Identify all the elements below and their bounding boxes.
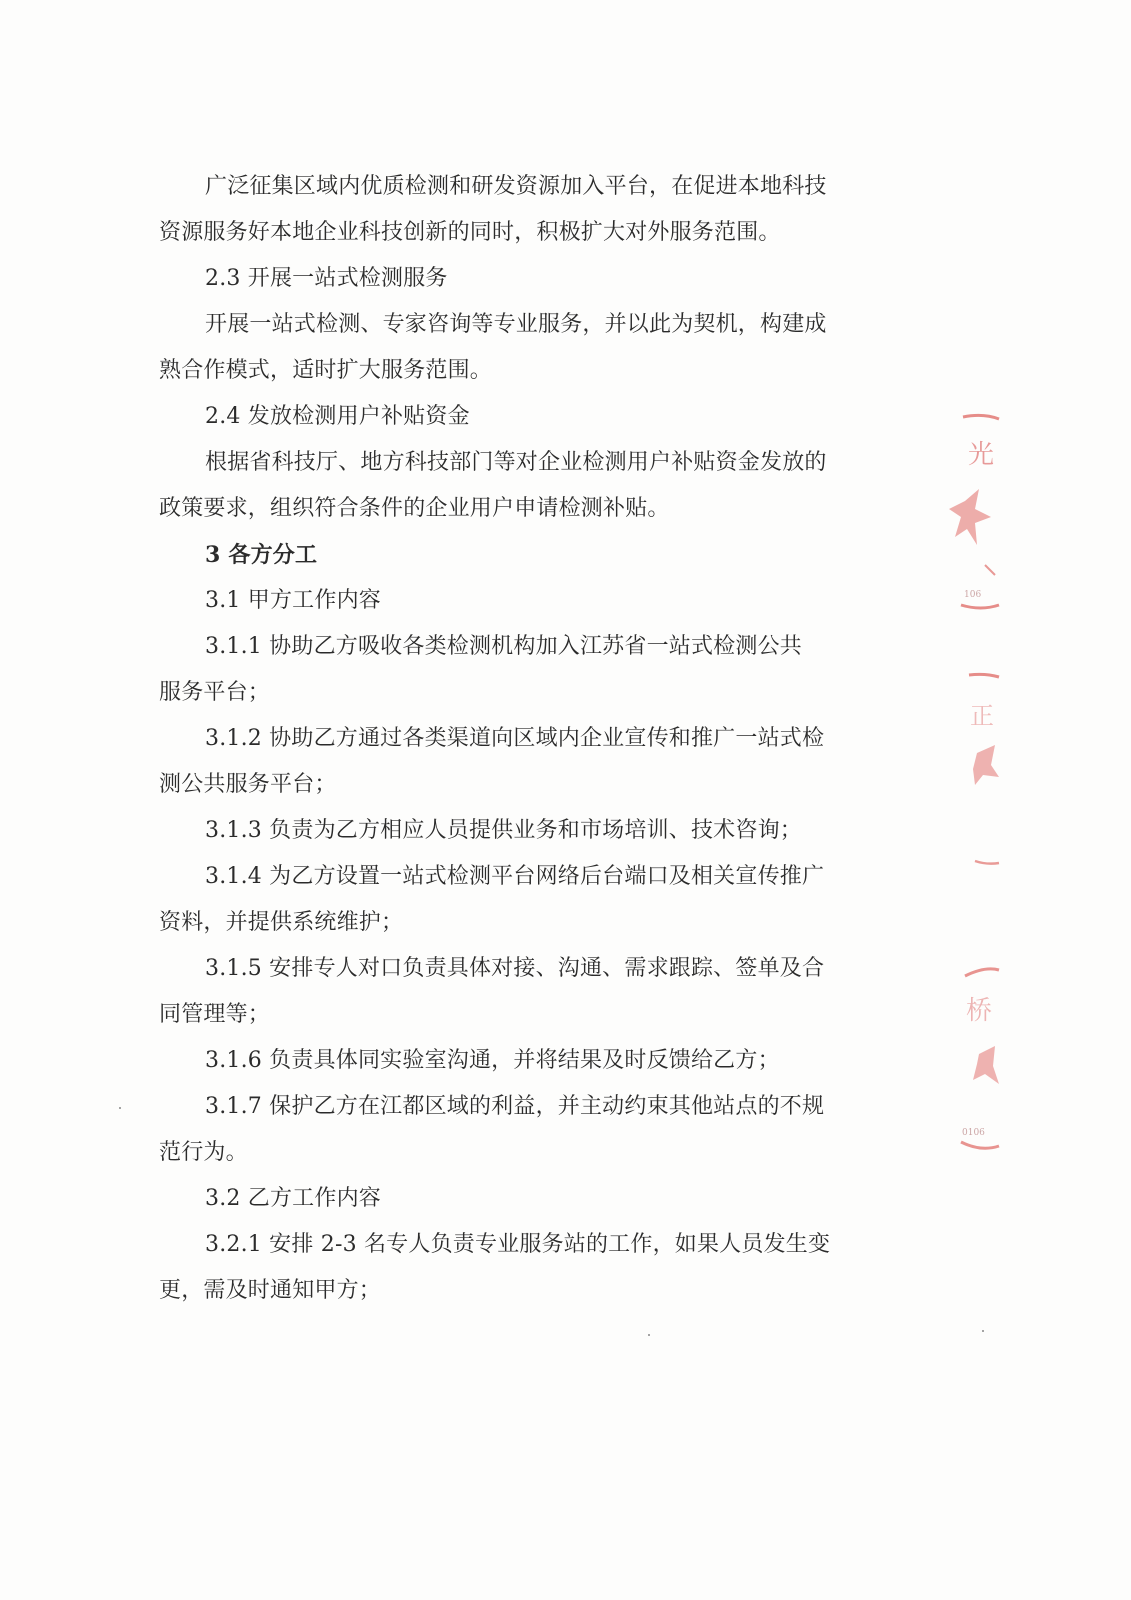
body-text bbox=[159, 164, 859, 1314]
text-line: 测公共服务平台； bbox=[159, 772, 337, 797]
section-heading-2-3: 2.3 开展一站式检测服务 bbox=[205, 266, 448, 291]
scan-speck bbox=[648, 1334, 650, 1336]
scan-speck bbox=[119, 1107, 121, 1109]
text-line: 3.1.1 协助乙方吸收各类检测机构加入江苏省一站式检测公共 bbox=[205, 634, 802, 659]
text-line: 广泛征集区域内优质检测和研发资源加入平台，在促进本地科技 bbox=[205, 174, 827, 199]
section-heading-2-4: 2.4 发放检测用户补贴资金 bbox=[205, 404, 470, 429]
section-heading-3-1: 3.1 甲方工作内容 bbox=[205, 588, 381, 613]
text-line: 3.1.7 保护乙方在江都区域的利益，并主动约束其他站点的不规 bbox=[205, 1094, 825, 1119]
section-heading-3: 3 各方分工 bbox=[205, 542, 318, 568]
text-line: 3.1.2 协助乙方通过各类渠道向区域内企业宣传和推广一站式检 bbox=[205, 726, 825, 751]
text-line: 同管理等； bbox=[159, 1002, 271, 1027]
text-line: 3.2.1 安排 2-3 名专人负责专业服务站的工作，如果人员发生变 bbox=[205, 1232, 831, 1257]
text-line: 范行为。 bbox=[159, 1140, 248, 1165]
text-line: 开展一站式检测、专家咨询等专业服务，并以此为契机，构建成 bbox=[205, 312, 827, 337]
text-line: 政策要求，组织符合条件的企业用户申请检测补贴。 bbox=[159, 496, 670, 521]
text-line: 3.1.3 负责为乙方相应人员提供业务和市场培训、技术咨询； bbox=[205, 818, 802, 843]
text-line: 更，需及时通知甲方； bbox=[159, 1278, 382, 1303]
seal-text: 光 bbox=[968, 440, 995, 470]
text-line: 服务平台； bbox=[159, 680, 271, 705]
seal-text: 桥 bbox=[966, 996, 993, 1026]
seal-text: 0106 bbox=[962, 1128, 985, 1138]
scan-speck bbox=[982, 1330, 984, 1332]
seal-text: 正 bbox=[970, 702, 994, 730]
seal-text: 106 bbox=[964, 590, 982, 600]
section-heading-3-2: 3.2 乙方工作内容 bbox=[205, 1186, 381, 1211]
text-line: 资源服务好本地企业科技创新的同时，积极扩大对外服务范围。 bbox=[159, 220, 781, 245]
text-line: 根据省科技厅、地方科技部门等对企业检测用户补贴资金发放的 bbox=[205, 450, 827, 475]
text-line: 3.1.4 为乙方设置一站式检测平台网络后台端口及相关宣传推广 bbox=[205, 864, 825, 889]
text-line: 熟合作模式，适时扩大服务范围。 bbox=[159, 358, 493, 383]
text-line: 3.1.5 安排专人对口负责具体对接、沟通、需求跟踪、签单及合 bbox=[205, 956, 825, 981]
text-line: 3.1.6 负责具体同实验室沟通，并将结果及时反馈给乙方； bbox=[205, 1048, 780, 1073]
text-line: 资料，并提供系统维护； bbox=[159, 910, 404, 935]
